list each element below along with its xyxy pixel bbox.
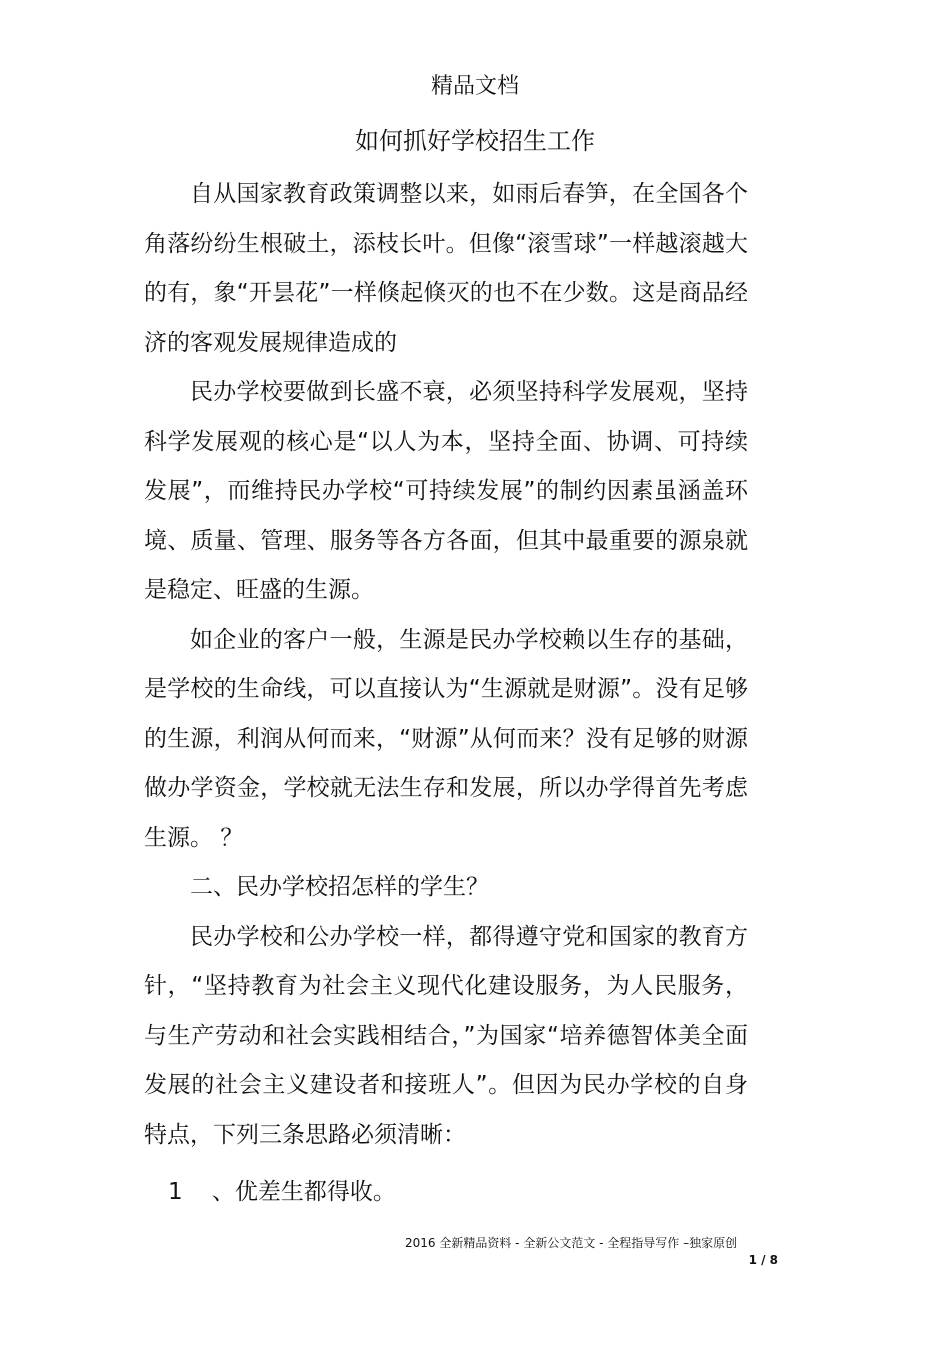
paragraph: 民办学校要做到长盛不衰，必须坚持科学发展观，坚持科学发展观的核心是“以人为本，坚持全面、协调、可持续发展”，而维持民办学校“可持续发展”的制约因素虽涵盖环境、质量、管理、服务等各方各面，但其中最重要的源泉就是稳定、旺盛的生源。 xyxy=(144,379,748,603)
section-heading: 二、民办学校招怎样的学生？ xyxy=(190,874,489,900)
paragraph: 民办学校和公办学校一样，都得遵守党和国家的教育方针，“坚持教育为社会主义现代化建设服务，为人民服务，与生产劳动和社会实践相结合，”为国家“培养德智体美全面发展的社会主义建设者和接班人”。但因为民办学校的自身特点，下列三条思路必须清晰： xyxy=(144,923,748,1148)
paragraph: 自从国家教育政策调整以来，如雨后春笋，在全国各个角落纷纷生根破土，添枝长叶。但像“滚雪球”一样越滚越大的有，象“开昙花”一样倏起倏灭的也不在少数。这是商品经济的客观发展规律造成的 xyxy=(144,181,748,356)
footer-text: 2016 全新精品资料 - 全新公文范文 - 全程指导写作 –独家原创 xyxy=(405,1236,738,1250)
page-number: 1 / 8 xyxy=(748,1253,778,1267)
document-body xyxy=(144,170,748,1160)
document-title: 如何抓好学校招生工作 xyxy=(355,127,595,155)
list-item: 1 、优差生都得收。 xyxy=(168,1179,396,1205)
paragraph: 如企业的客户一般，生源是民办学校赖以生存的基础，是学校的生命线，可以直接认为“生源就是财源”。没有足够的生源，利润从何而来，“财源”从何而来？没有足够的财源做办学资金，学校就无法生存和发展，所以办学得首先考虑生源。 ？ xyxy=(144,626,748,851)
page-header-label: 精品文档 xyxy=(430,74,519,99)
